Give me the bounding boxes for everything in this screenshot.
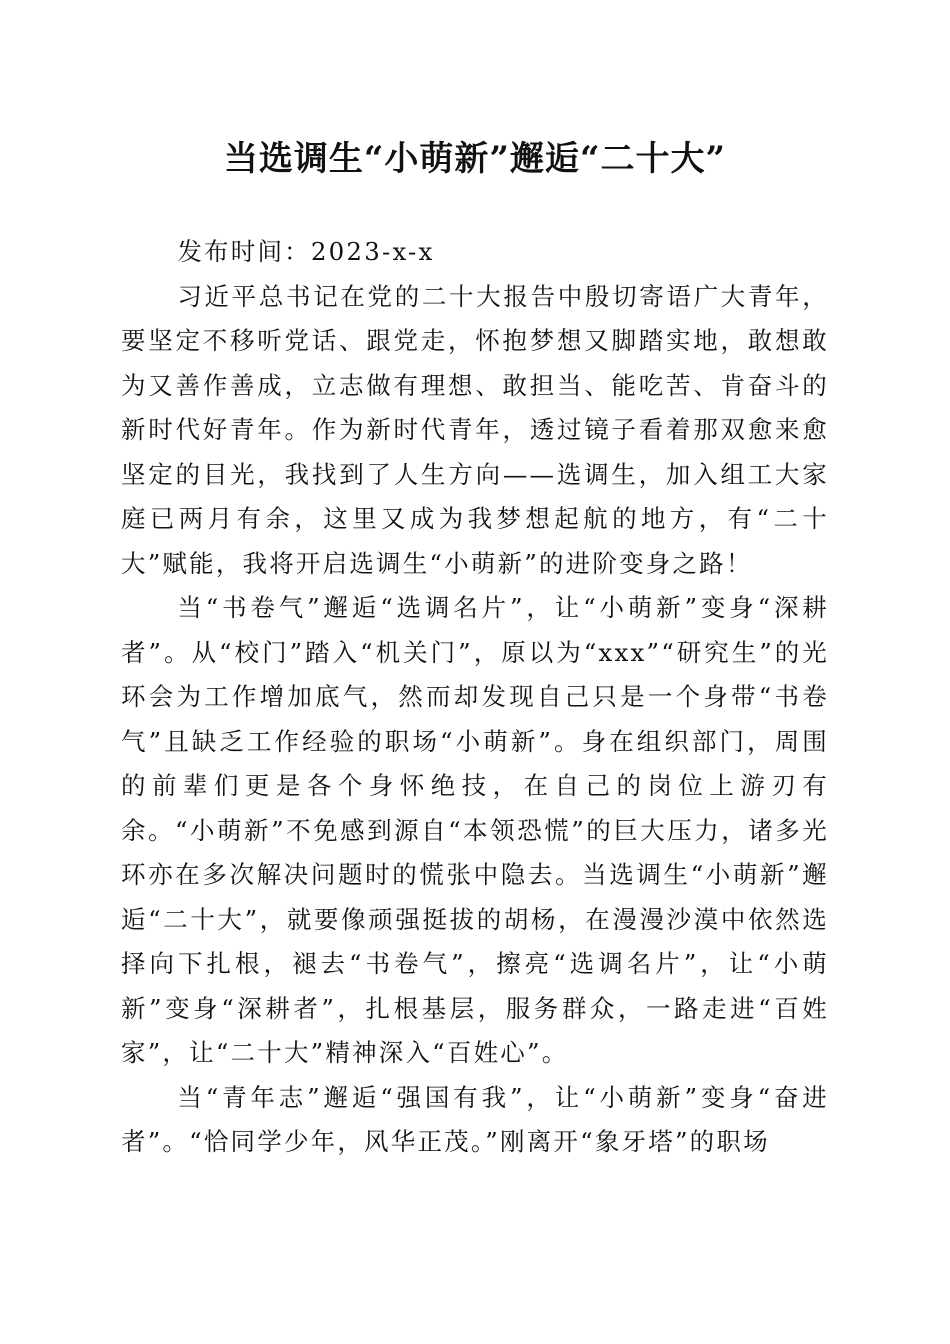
page-title: 当选调生“小萌新”邂逅“二十大” — [223, 139, 727, 179]
publish-label: 发布时间： — [177, 237, 311, 266]
paragraph-1: 习近平总书记在党的二十大报告中殷切寄语广大青年，要坚定不移听党话、跟党走，怀抱梦想又脚踏实地，敢想敢为又善作善成，立志做有理想、敢担当、能吃苦、肯奋斗的新时代好青年。作为新时代青年，透过镜子看着那双愈来愈坚定的目光，我找到了人生方向——选调生，加入组工大家庭已两月有余，这里又成为我梦想起航的地方，有“二十大”赋能，我将开启选调生“小萌新”的进阶变身之路！ — [121, 281, 829, 578]
paragraph-3: 当“青年志”邂逅“强国有我”，让“小萌新”变身“奋进者”。“恰同学少年，风华正茂。”刚离开“象牙塔”的职场 — [121, 1082, 829, 1156]
publish-time — [121, 230, 829, 275]
paragraph-2: 当“书卷气”邂逅“选调名片”，让“小萌新”变身“深耕者”。从“校门”踏入“机关门”，原以为“xxx”“研究生”的光环会为工作增加底气，然而却发现自己只是一个身带“书卷气”且缺乏工作经验的职场“小萌新”。身在组织部门，周围的前辈们更是各个身怀绝技，在自己的岗位上游刃有余。“小萌新”不免感到源自“本领恐慌”的巨大压力，诸多光环亦在多次解决问题时的慌张中隐去。当选调生“小萌新”邂逅“二十大”，就要像顽强挺拔的胡杨，在漫漫沙漠中依然选择向下扎根，褪去“书卷气”，擦亮“选调名片”，让“小萌新”变身“深耕者”，扎根基层，服务群众，一路走进“百姓家”，让“二十大”精神深入“百姓心”。 — [121, 593, 829, 1067]
publish-date: 2023-x-x — [310, 237, 435, 266]
document-body — [121, 230, 829, 1165]
